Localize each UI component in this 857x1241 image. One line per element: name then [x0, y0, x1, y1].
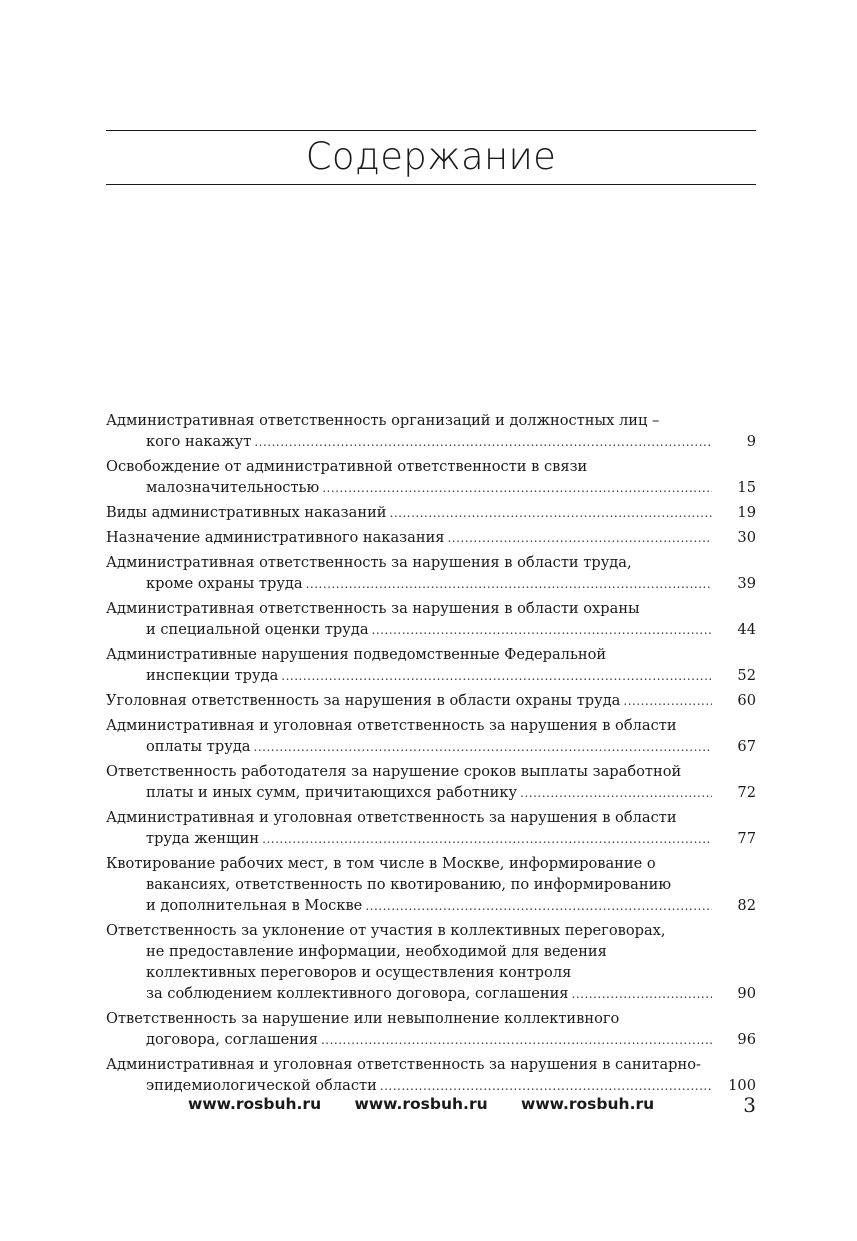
- toc-leader-dots: [262, 829, 712, 850]
- footer-site-link[interactable]: www.rosbuh.ru: [521, 1095, 655, 1113]
- toc-page-number: 52: [737, 667, 756, 684]
- toc-entry-line: [106, 598, 756, 619]
- toc-entry-line: [106, 1075, 756, 1097]
- toc-entry-line: [106, 619, 756, 641]
- toc-entry[interactable]: [106, 527, 756, 549]
- toc-entry-line: [106, 1029, 756, 1051]
- toc-page-number: 30: [737, 529, 756, 546]
- toc-entry-text: кого накажут: [146, 433, 252, 450]
- toc-entry-line: [106, 983, 756, 1005]
- toc-entry-line: [106, 1008, 756, 1029]
- page-title: Содержание: [305, 135, 557, 178]
- toc-leader-dots: [322, 478, 712, 499]
- toc-entry-text: Уголовная ответственность за нарушения в области охраны труда: [106, 692, 621, 709]
- toc-entry-text: Ответственность за нарушение или невыполнение коллективного: [106, 1010, 620, 1027]
- toc-entry-text: Квотирование рабочих мест, в том числе в Москве, информирование о: [106, 855, 656, 872]
- toc-entry[interactable]: [106, 920, 756, 1005]
- toc-entry[interactable]: [106, 502, 756, 524]
- toc-leader-dots: [380, 1076, 712, 1097]
- toc-entry-line: [106, 782, 756, 804]
- toc-entry-text: вакансиях, ответственность по квотированию, по информированию: [146, 876, 672, 893]
- toc-entry-text: и специальной оценки труда: [146, 621, 369, 638]
- toc-leader-dots: [281, 666, 712, 687]
- toc-leader-dots: [390, 503, 712, 524]
- toc-page-number: 67: [737, 738, 756, 755]
- page-number: 3: [743, 1093, 756, 1117]
- toc-entry[interactable]: [106, 644, 756, 687]
- toc-entry-line: [106, 1054, 756, 1075]
- toc-entry-text: Административная и уголовная ответственность за нарушения в области: [106, 809, 677, 826]
- footer-site-link[interactable]: www.rosbuh.ru: [188, 1095, 322, 1113]
- toc-entry-text: Административная ответственность организаций и должностных лиц –: [106, 412, 660, 429]
- toc-entry-text: труда женщин: [146, 830, 260, 847]
- toc-entry-line: [106, 477, 756, 499]
- toc-entry-text: Назначение административного наказания: [106, 529, 445, 546]
- footer-site-link[interactable]: www.rosbuh.ru: [354, 1095, 488, 1113]
- toc-entry-line: [106, 853, 756, 874]
- toc-entry[interactable]: [106, 853, 756, 917]
- toc-page-number: 82: [737, 897, 756, 914]
- toc-entry-text: Административная ответственность за нарушения в области охраны: [106, 600, 640, 617]
- toc-entry-line: [106, 874, 756, 895]
- toc-entry-text: Административная и уголовная ответственность за нарушения в санитарно-: [106, 1056, 701, 1073]
- toc-entry-line: [106, 410, 756, 431]
- toc-entry-text: эпидемиологической области: [146, 1077, 377, 1094]
- toc-leader-dots: [623, 691, 712, 712]
- toc-entry-line: [106, 736, 756, 758]
- toc-entry-text: Освобождение от административной ответственности в связи: [106, 458, 588, 475]
- toc-entry-text: не предоставление информации, необходимой для ведения: [146, 943, 607, 960]
- title-rule-top: [106, 130, 756, 131]
- toc-entry-line: [106, 761, 756, 782]
- toc-page-number: 72: [737, 784, 756, 801]
- toc-entry-text: Ответственность за уклонение от участия в коллективных переговорах,: [106, 922, 666, 939]
- toc-entry[interactable]: [106, 1008, 756, 1051]
- toc-entry[interactable]: [106, 456, 756, 499]
- toc-entry-text: и дополнительная в Москве: [146, 897, 363, 914]
- toc-entry[interactable]: [106, 807, 756, 850]
- toc-leader-dots: [448, 528, 712, 549]
- toc-entry-text: Виды административных наказаний: [106, 504, 387, 521]
- toc-entry[interactable]: [106, 598, 756, 641]
- toc-entry-line: [106, 807, 756, 828]
- toc-entry-text: договора, соглашения: [146, 1031, 318, 1048]
- toc-leader-dots: [520, 783, 712, 804]
- toc-page-number: 60: [737, 692, 756, 709]
- toc-page-number: 19: [737, 504, 756, 521]
- toc-entry-text: коллективных переговоров и осуществления контроля: [146, 964, 572, 981]
- toc-entry[interactable]: [106, 715, 756, 758]
- toc-entry-line: [106, 665, 756, 687]
- toc-leader-dots: [365, 896, 712, 917]
- toc-entry-text: за соблюдением коллективного договора, соглашения: [146, 985, 569, 1002]
- toc-entry-line: [106, 502, 756, 524]
- toc-entry-text: Административная и уголовная ответственность за нарушения в области: [106, 717, 677, 734]
- toc-entry-text: инспекции труда: [146, 667, 279, 684]
- toc-entry-line: [106, 920, 756, 941]
- toc-entry-line: [106, 552, 756, 573]
- toc-leader-dots: [306, 574, 712, 595]
- toc-entry-line: [106, 431, 756, 453]
- toc-entry-text: платы и иных сумм, причитающихся работнику: [146, 784, 518, 801]
- toc-entry-line: [106, 527, 756, 549]
- toc-leader-dots: [254, 737, 712, 758]
- toc-page-number: 100: [728, 1077, 756, 1094]
- toc-leader-dots: [321, 1030, 712, 1051]
- toc-page-number: 39: [737, 575, 756, 592]
- toc-entry[interactable]: [106, 690, 756, 712]
- page-footer: [106, 1095, 756, 1119]
- toc-entry-line: [106, 456, 756, 477]
- toc-entry-text: Административные нарушения подведомственные Федеральной: [106, 646, 607, 663]
- toc-leader-dots: [254, 432, 712, 453]
- toc-page-number: 9: [746, 433, 756, 450]
- toc-entry-text: малозначительностью: [146, 479, 320, 496]
- toc-entry[interactable]: [106, 410, 756, 453]
- toc-leader-dots: [372, 620, 712, 641]
- toc-leader-dots: [572, 984, 713, 1005]
- toc-entry-text: Административная ответственность за нарушения в области труда,: [106, 554, 632, 571]
- toc-entry-text: оплаты труда: [146, 738, 251, 755]
- toc-page-number: 77: [737, 830, 756, 847]
- toc-page-number: 90: [737, 985, 756, 1002]
- table-of-contents: [106, 410, 756, 1100]
- toc-entry-text: кроме охраны труда: [146, 575, 303, 592]
- toc-entry-line: [106, 828, 756, 850]
- toc-page-number: 15: [737, 479, 756, 496]
- toc-entry-line: [106, 941, 756, 962]
- toc-entry-line: [106, 895, 756, 917]
- toc-entry[interactable]: [106, 761, 756, 804]
- toc-entry-line: [106, 962, 756, 983]
- toc-page-number: 96: [737, 1031, 756, 1048]
- toc-page-number: 44: [737, 621, 756, 638]
- toc-entry-line: [106, 690, 756, 712]
- toc-entry[interactable]: [106, 552, 756, 595]
- toc-entry[interactable]: [106, 1054, 756, 1097]
- toc-entry-line: [106, 573, 756, 595]
- title-rule-bottom: [106, 184, 756, 185]
- toc-entry-line: [106, 644, 756, 665]
- toc-entry-text: Ответственность работодателя за нарушение сроков выплаты заработной: [106, 763, 682, 780]
- footer-sites: [188, 1095, 678, 1113]
- toc-entry-line: [106, 715, 756, 736]
